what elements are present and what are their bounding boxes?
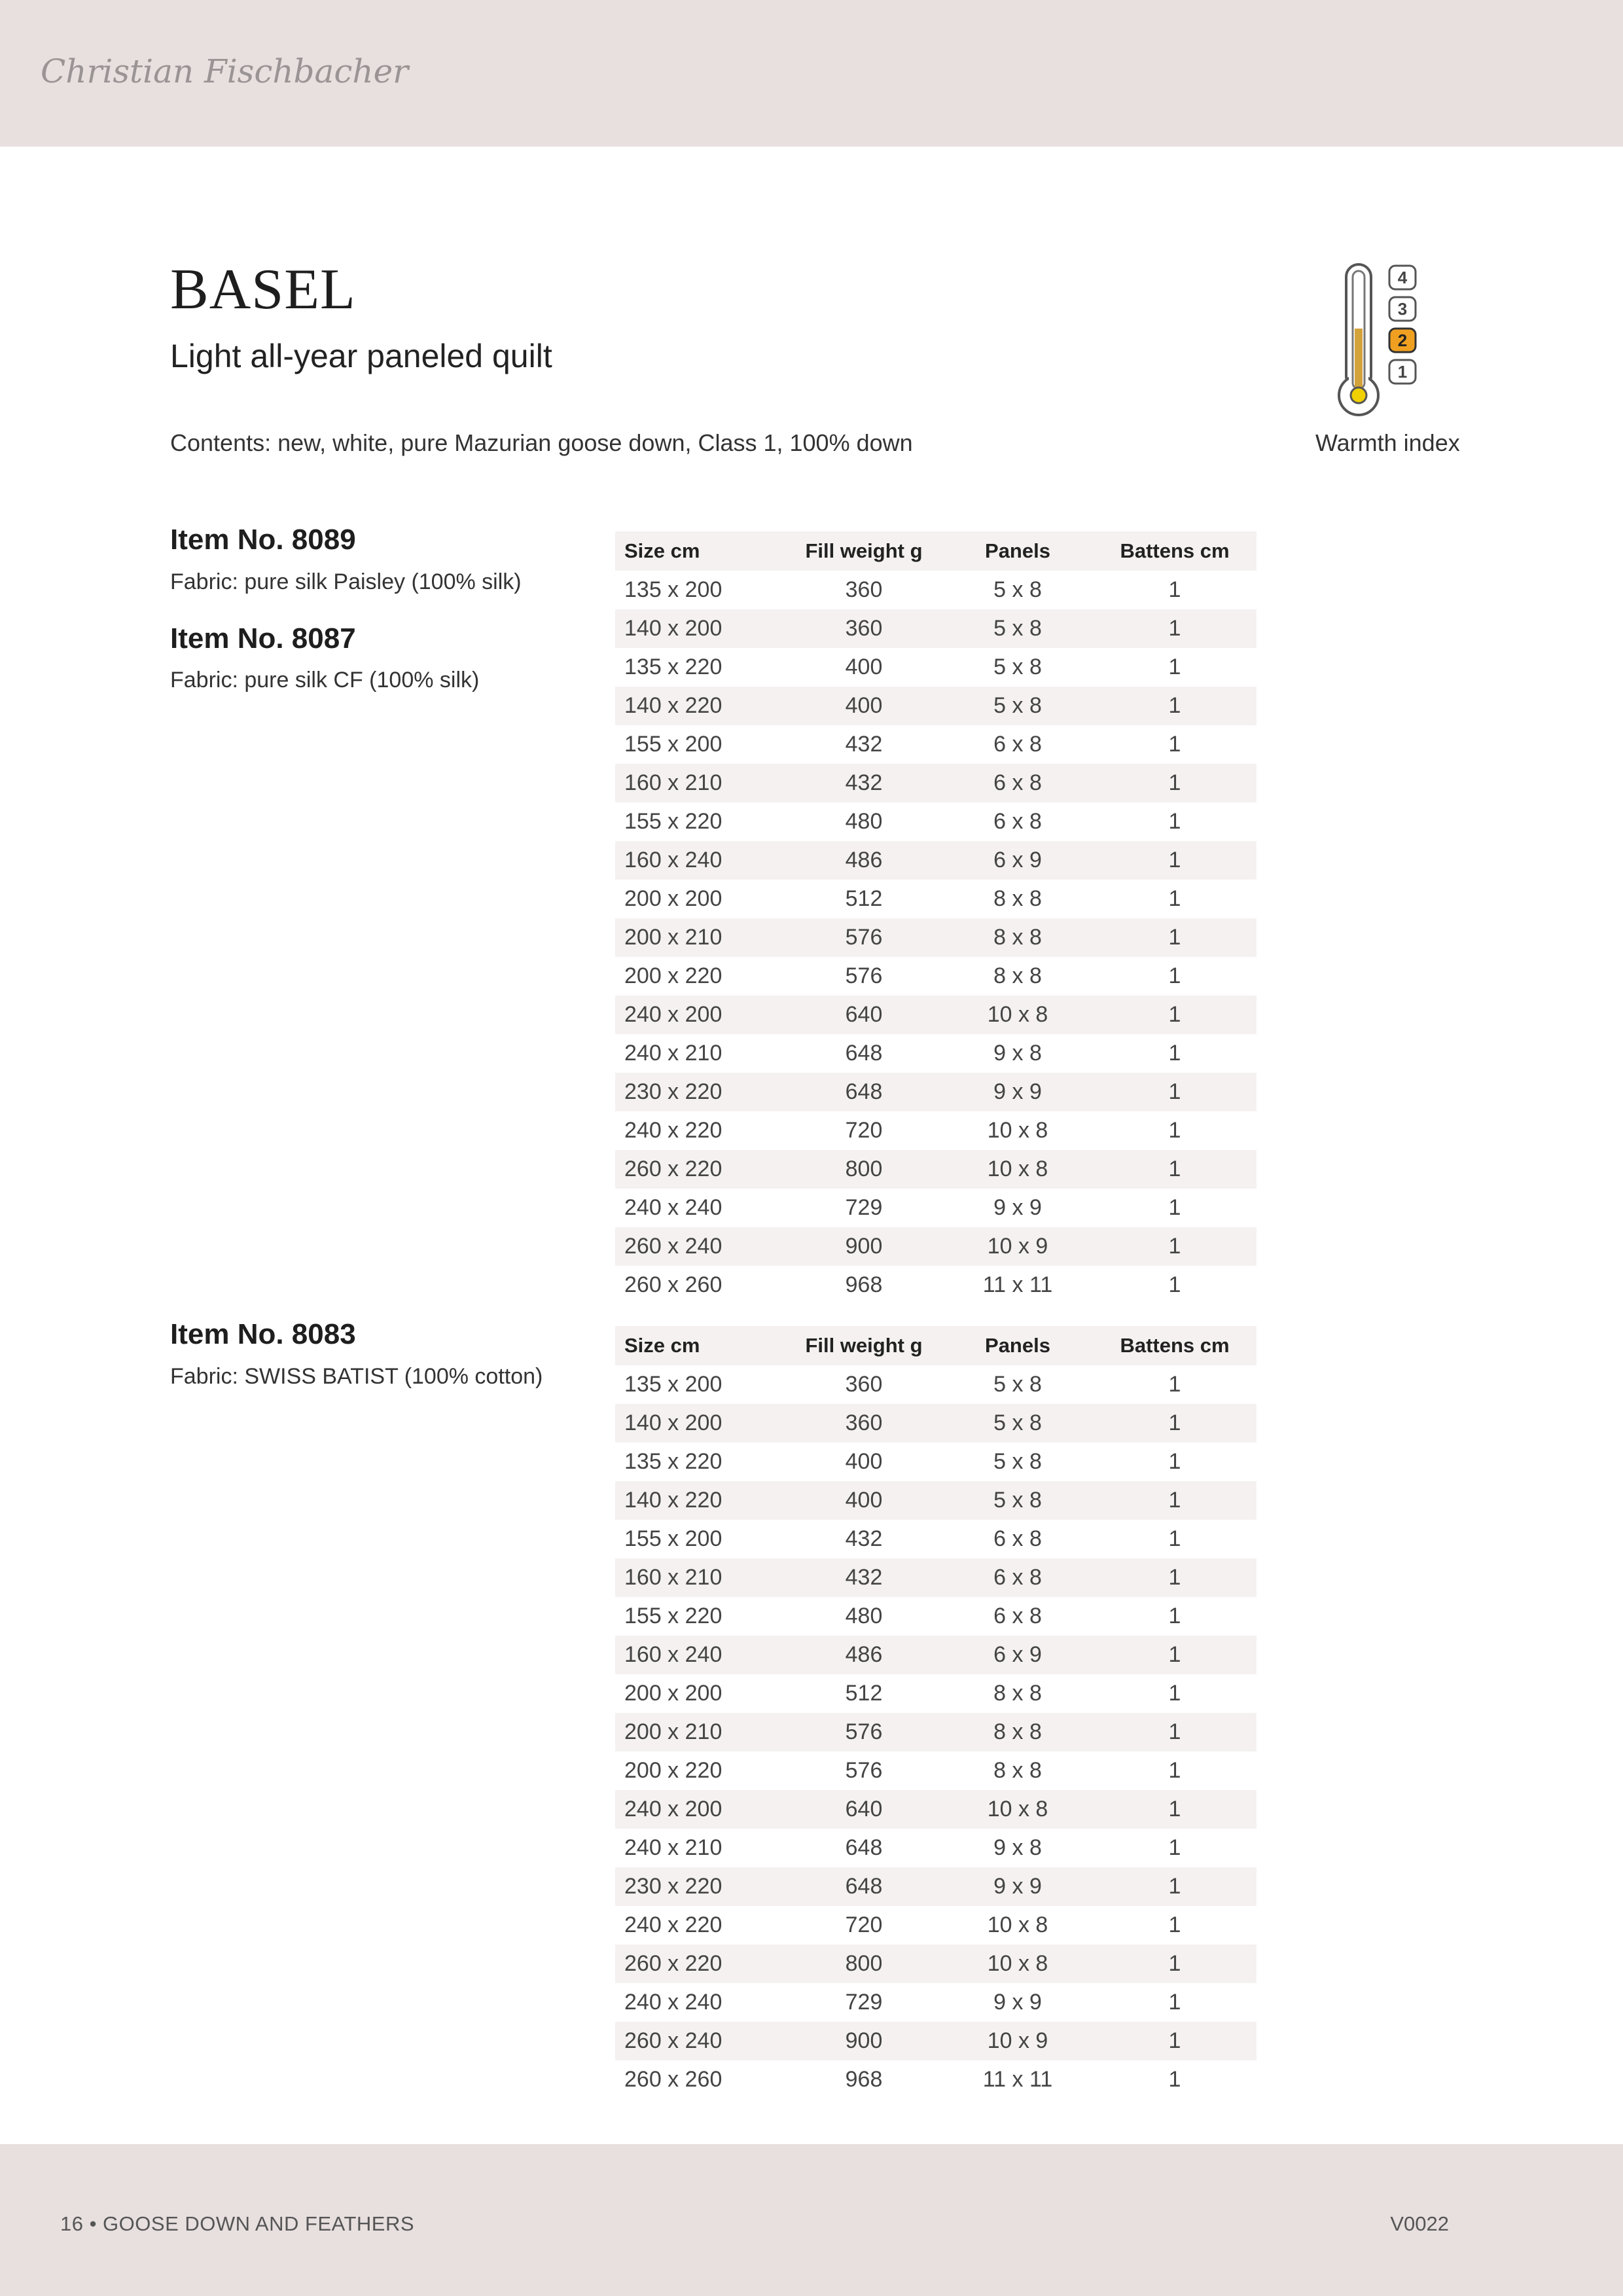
col-header-size: Size cm: [615, 1326, 785, 1365]
cell-battens: 1: [1093, 1867, 1257, 1906]
cell-battens: 1: [1168, 1681, 1181, 1706]
cell-panels: 8 x 8: [993, 1758, 1042, 1783]
cell-panels: 5 x 8: [942, 609, 1093, 648]
cell-battens: 1: [1093, 1481, 1257, 1520]
cell-fill-weight: 640: [785, 1790, 942, 1829]
cell-fill-weight: 968: [845, 2067, 883, 2092]
cell-size: 160 x 210: [615, 764, 785, 802]
cell-panels: 10 x 9: [942, 1227, 1093, 1266]
table-row: [615, 802, 1257, 841]
cell-fill-weight: 360: [845, 577, 883, 602]
cell-size: 160 x 210: [615, 1558, 785, 1597]
cell-battens: 1: [1093, 1790, 1257, 1829]
cell-fill-weight: 648: [785, 1867, 942, 1906]
cell-panels: 5 x 8: [993, 577, 1042, 602]
table-row: [615, 1404, 1257, 1443]
table-row: [615, 2060, 1257, 2099]
cell-panels: 9 x 9: [942, 1867, 1093, 1906]
table-row: [615, 1365, 1257, 1404]
spec-table-cotton: [615, 1326, 1257, 2099]
table-row: [615, 1150, 1257, 1189]
cell-fill-weight: 432: [845, 1526, 883, 1551]
cell-panels: 10 x 8: [987, 1118, 1048, 1143]
cell-size: 230 x 220: [615, 1867, 785, 1906]
table-row: [615, 1906, 1257, 1945]
table-row: [615, 1073, 1257, 1111]
cell-size: 200 x 200: [624, 1681, 722, 1706]
table-row: [615, 1520, 1257, 1558]
cell-battens: 1: [1168, 2067, 1181, 2092]
cell-fill-weight: 360: [785, 1404, 942, 1443]
table-row: [615, 1443, 1257, 1481]
cell-fill-weight: 486: [785, 1636, 942, 1674]
cell-battens: 1: [1168, 1990, 1181, 2015]
cell-battens: 1: [1093, 1558, 1257, 1597]
table-row: [615, 1983, 1257, 2022]
cell-fill-weight: 432: [785, 764, 942, 802]
cell-fill-weight: 512: [845, 1681, 883, 1706]
cell-panels: 6 x 8: [993, 1604, 1042, 1628]
cell-panels: 5 x 8: [993, 1449, 1042, 1474]
cell-battens: 1: [1093, 918, 1257, 957]
cell-fill-weight: 360: [785, 609, 942, 648]
cell-panels: 6 x 8: [993, 732, 1042, 757]
cell-fill-weight: 360: [845, 1372, 883, 1397]
cell-fill-weight: 480: [845, 1604, 883, 1628]
cell-fill-weight: 432: [785, 1558, 942, 1597]
table-row: [615, 764, 1257, 802]
cell-panels: 8 x 8: [942, 1713, 1093, 1751]
table-row: [615, 571, 1257, 609]
cell-battens: 1: [1168, 1372, 1181, 1397]
cell-fill-weight: 648: [845, 1041, 883, 1066]
cell-battens: 1: [1168, 809, 1181, 834]
cell-panels: 10 x 8: [987, 1912, 1048, 1937]
cell-panels: 8 x 8: [993, 886, 1042, 911]
product-title: BASEL: [170, 258, 356, 321]
footer-version: V0022: [1390, 2212, 1449, 2235]
cell-fill-weight: 512: [845, 886, 883, 911]
cell-size: 155 x 200: [624, 1526, 722, 1551]
cell-battens: 1: [1168, 1604, 1181, 1628]
warmth-level-4-label: 4: [1397, 268, 1408, 287]
cell-fill-weight: 900: [785, 2022, 942, 2060]
cell-battens: 1: [1168, 1449, 1181, 1474]
table-row: [615, 1790, 1257, 1829]
col-header-panels: Panels: [942, 1326, 1093, 1365]
cell-battens: 1: [1168, 1272, 1181, 1297]
warmth-level-1: [1389, 360, 1416, 384]
warmth-index-label: Warmth index: [1315, 429, 1460, 456]
cell-battens: 1: [1093, 1404, 1257, 1443]
cell-fill-weight: 576: [785, 1713, 942, 1751]
cell-panels: 11 x 11: [982, 1272, 1053, 1297]
table-row: [615, 1189, 1257, 1227]
table-row: [615, 725, 1257, 764]
cell-panels: 10 x 8: [942, 996, 1093, 1034]
cell-size: 155 x 220: [624, 1604, 722, 1628]
cell-panels: 9 x 9: [993, 1195, 1042, 1220]
cell-battens: 1: [1093, 1945, 1257, 1983]
cell-fill-weight: 648: [845, 1835, 883, 1860]
table-row: [615, 1674, 1257, 1713]
cell-size: 240 x 220: [624, 1118, 722, 1143]
cell-fill-weight: 480: [845, 809, 883, 834]
cell-panels: 5 x 8: [942, 1404, 1093, 1443]
cell-size: 135 x 220: [624, 1449, 722, 1474]
cell-fill-weight: 968: [845, 1272, 883, 1297]
table-row: [615, 1481, 1257, 1520]
cell-panels: 11 x 11: [982, 2067, 1053, 2092]
cell-battens: 1: [1168, 1195, 1181, 1220]
cell-size: 260 x 240: [615, 2022, 785, 2060]
table-row: [615, 1867, 1257, 1906]
cell-battens: 1: [1093, 1073, 1257, 1111]
cell-size: 200 x 220: [624, 1758, 722, 1783]
table-row: [615, 609, 1257, 648]
cell-battens: 1: [1168, 1041, 1181, 1066]
table-row: [615, 1945, 1257, 1983]
cell-fill-weight: 576: [785, 918, 942, 957]
cell-fill-weight: 400: [845, 655, 883, 679]
col-header-fill-weight: Fill weight g: [785, 1326, 942, 1365]
product-contents: Contents: new, white, pure Mazurian goose down, Class 1, 100% down: [170, 429, 913, 456]
cell-size: 155 x 200: [624, 732, 722, 757]
cell-battens: 1: [1168, 732, 1181, 757]
cell-panels: 9 x 8: [993, 1835, 1042, 1860]
cell-size: 140 x 200: [615, 1404, 785, 1443]
cell-panels: 10 x 8: [942, 1945, 1093, 1983]
cell-panels: 9 x 9: [993, 1990, 1042, 2015]
cell-fill-weight: 729: [845, 1990, 883, 2015]
cell-panels: 6 x 8: [993, 809, 1042, 834]
item-fabric-8083: Fabric: SWISS BATIST (100% cotton): [170, 1364, 543, 1389]
cell-battens: 1: [1093, 2022, 1257, 2060]
cell-size: 140 x 220: [615, 1481, 785, 1520]
cell-size: 160 x 240: [615, 841, 785, 880]
cell-panels: 9 x 9: [942, 1073, 1093, 1111]
cell-battens: 1: [1168, 577, 1181, 602]
cell-battens: 1: [1093, 1227, 1257, 1266]
cell-size: 140 x 200: [615, 609, 785, 648]
cell-battens: 1: [1093, 996, 1257, 1034]
cell-size: 260 x 220: [615, 1150, 785, 1189]
cell-fill-weight: 900: [785, 1227, 942, 1266]
cell-fill-weight: 720: [845, 1118, 883, 1143]
table-row: [615, 1636, 1257, 1674]
cell-size: 155 x 220: [624, 809, 722, 834]
warmth-level-4: [1389, 266, 1416, 289]
cell-size: 240 x 240: [624, 1990, 722, 2015]
cell-fill-weight: 400: [845, 1449, 883, 1474]
cell-panels: 10 x 9: [942, 2022, 1093, 2060]
cell-battens: 1: [1168, 1835, 1181, 1860]
cell-size: 200 x 210: [615, 1713, 785, 1751]
cell-panels: 9 x 8: [993, 1041, 1042, 1066]
cell-size: 240 x 220: [624, 1912, 722, 1937]
cell-panels: 5 x 8: [942, 687, 1093, 725]
cell-size: 240 x 240: [624, 1195, 722, 1220]
table-row: [615, 1597, 1257, 1636]
cell-size: 240 x 200: [615, 996, 785, 1034]
cell-battens: 1: [1168, 886, 1181, 911]
cell-size: 260 x 260: [624, 2067, 722, 2092]
thermometer-fill: [1355, 329, 1363, 394]
cell-battens: 1: [1168, 1118, 1181, 1143]
table-row: [615, 880, 1257, 918]
cell-size: 160 x 240: [615, 1636, 785, 1674]
cell-panels: 10 x 8: [942, 1790, 1093, 1829]
cell-size: 200 x 210: [615, 918, 785, 957]
cell-battens: 1: [1093, 609, 1257, 648]
cell-fill-weight: 720: [845, 1912, 883, 1937]
footer-page-section: 16 • GOOSE DOWN AND FEATHERS: [60, 2212, 415, 2235]
cell-size: 200 x 200: [624, 886, 722, 911]
table-row: [615, 1713, 1257, 1751]
col-header-panels: Panels: [942, 531, 1093, 571]
cell-fill-weight: 576: [845, 1758, 883, 1783]
cell-size: 140 x 220: [615, 687, 785, 725]
table-row: [615, 957, 1257, 996]
item-fabric-8087: Fabric: pure silk CF (100% silk): [170, 668, 480, 692]
cell-fill-weight: 400: [785, 687, 942, 725]
cell-fill-weight: 640: [785, 996, 942, 1034]
cell-size: 260 x 220: [615, 1945, 785, 1983]
cell-battens: 1: [1093, 841, 1257, 880]
col-header-size: Size cm: [615, 531, 785, 571]
item-fabric-8089: Fabric: pure silk Paisley (100% silk): [170, 569, 522, 594]
cell-size: 135 x 200: [624, 577, 722, 602]
cell-panels: 8 x 8: [942, 918, 1093, 957]
cell-panels: 8 x 8: [993, 963, 1042, 988]
cell-battens: 1: [1168, 1912, 1181, 1937]
warmth-level-3: [1389, 297, 1416, 321]
table-row: [615, 1111, 1257, 1150]
col-header-battens: Battens cm: [1093, 1326, 1257, 1365]
cell-size: 135 x 200: [624, 1372, 722, 1397]
page-header: [0, 0, 1623, 147]
col-header-battens: Battens cm: [1093, 531, 1257, 571]
cell-fill-weight: 432: [845, 732, 883, 757]
table-row: [615, 1829, 1257, 1867]
warmth-level-3-label: 3: [1397, 299, 1408, 319]
cell-fill-weight: 729: [845, 1195, 883, 1220]
col-header-fill-weight: Fill weight g: [785, 531, 942, 571]
cell-panels: 10 x 8: [942, 1150, 1093, 1189]
cell-battens: 1: [1168, 655, 1181, 679]
cell-panels: 6 x 8: [993, 1526, 1042, 1551]
table-row: [615, 2022, 1257, 2060]
cell-battens: 1: [1093, 1713, 1257, 1751]
cell-fill-weight: 648: [785, 1073, 942, 1111]
spec-table-silk: [615, 531, 1257, 1304]
cell-size: 230 x 220: [615, 1073, 785, 1111]
cell-size: 260 x 240: [615, 1227, 785, 1266]
table-row: [615, 841, 1257, 880]
table-row: [615, 1558, 1257, 1597]
cell-size: 260 x 260: [624, 1272, 722, 1297]
warmth-level-2-label: 2: [1397, 331, 1408, 350]
warmth-level-1-label: 1: [1397, 362, 1408, 382]
cell-panels: 8 x 8: [993, 1681, 1042, 1706]
cell-panels: 5 x 8: [942, 1481, 1093, 1520]
table-row: [615, 1266, 1257, 1304]
warmth-level-2: [1389, 329, 1416, 352]
table-row: [615, 648, 1257, 687]
cell-fill-weight: 800: [785, 1945, 942, 1983]
cell-panels: 5 x 8: [993, 1372, 1042, 1397]
table-row: [615, 918, 1257, 957]
item-title-8089: Item No. 8089: [170, 524, 356, 556]
table-row: [615, 687, 1257, 725]
cell-battens: 1: [1093, 1636, 1257, 1674]
cell-battens: 1: [1168, 1758, 1181, 1783]
cell-panels: 5 x 8: [993, 655, 1042, 679]
cell-size: 240 x 200: [615, 1790, 785, 1829]
table-header-row: [615, 531, 1257, 571]
cell-size: 240 x 210: [624, 1835, 722, 1860]
table-row: [615, 1227, 1257, 1266]
cell-battens: 1: [1093, 1150, 1257, 1189]
item-title-8087: Item No. 8087: [170, 622, 356, 655]
cell-panels: 6 x 8: [942, 764, 1093, 802]
cell-battens: 1: [1168, 1526, 1181, 1551]
item-title-8083: Item No. 8083: [170, 1318, 356, 1350]
cell-panels: 6 x 9: [942, 841, 1093, 880]
cell-fill-weight: 400: [785, 1481, 942, 1520]
brand-logo-text: Christian Fischbacher: [41, 52, 409, 90]
brand-logo: [39, 31, 409, 110]
cell-fill-weight: 576: [845, 963, 883, 988]
warmth-thermometer-icon: [1329, 257, 1440, 420]
cell-battens: 1: [1168, 963, 1181, 988]
table-header-row: [615, 1326, 1257, 1365]
cell-panels: 6 x 9: [942, 1636, 1093, 1674]
cell-battens: 1: [1093, 764, 1257, 802]
cell-fill-weight: 486: [785, 841, 942, 880]
cell-size: 200 x 220: [624, 963, 722, 988]
table-row: [615, 1751, 1257, 1790]
cell-fill-weight: 800: [785, 1150, 942, 1189]
cell-battens: 1: [1093, 687, 1257, 725]
cell-panels: 6 x 8: [942, 1558, 1093, 1597]
product-subtitle: Light all-year paneled quilt: [170, 338, 552, 374]
cell-size: 135 x 220: [624, 655, 722, 679]
cell-size: 240 x 210: [624, 1041, 722, 1066]
table-row: [615, 1034, 1257, 1073]
table-row: [615, 996, 1257, 1034]
